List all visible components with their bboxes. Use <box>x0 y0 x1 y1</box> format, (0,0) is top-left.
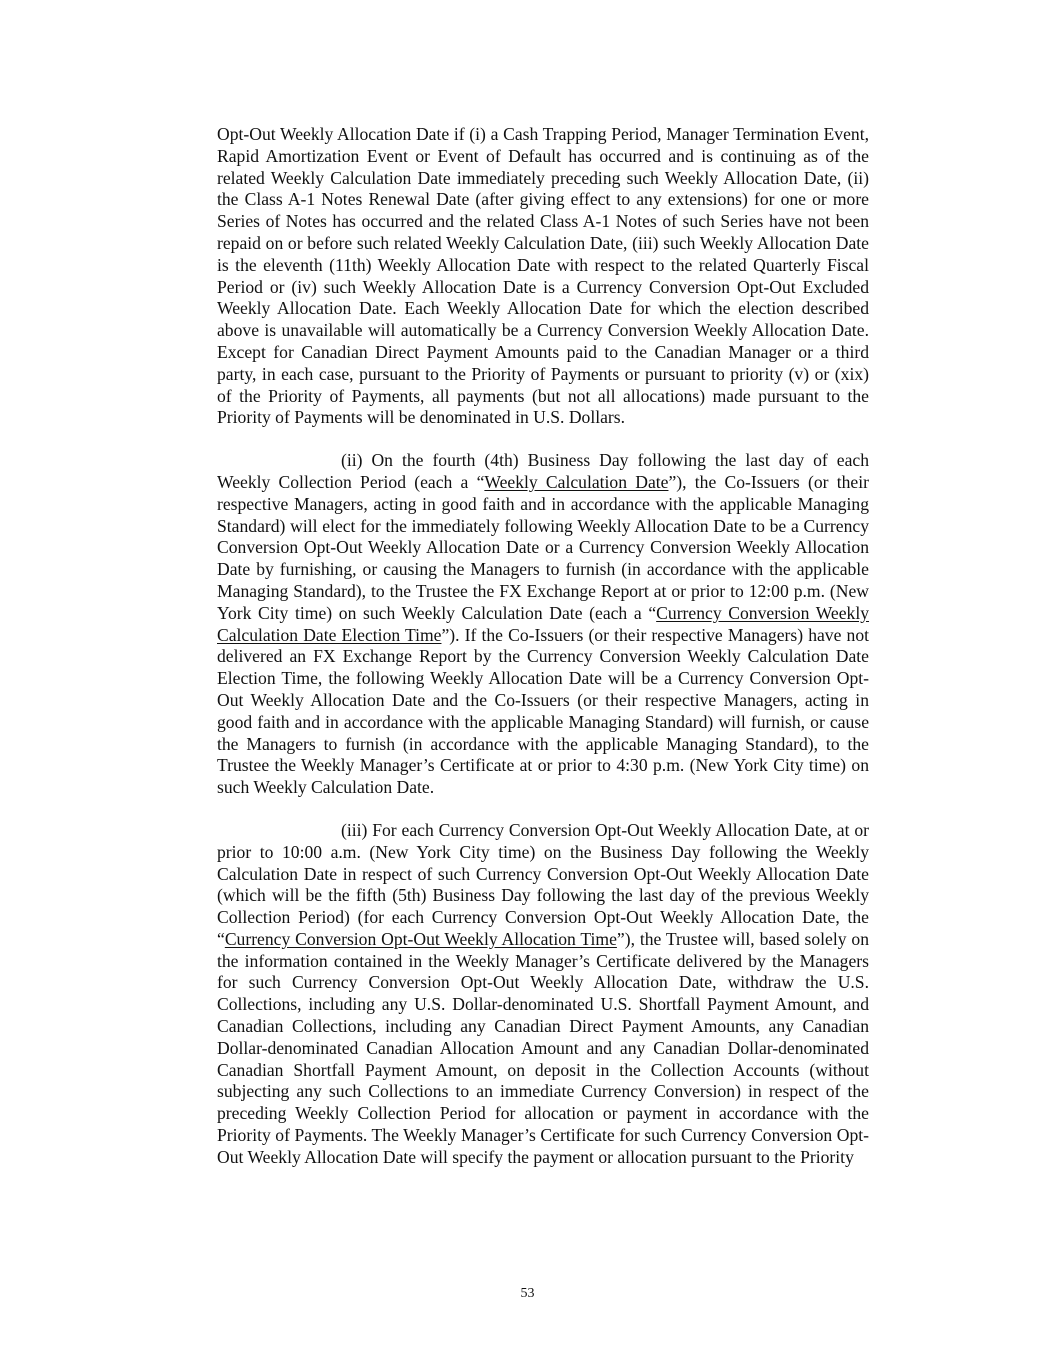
page-number: 53 <box>520 1286 535 1301</box>
paragraph-3-text-1: (iii) For each Currency Conversion Opt-Out Weekly Allocation Date, at or prior to 10:00 a.m. (New York City time) on the Business Day following the Weekly Calculation Date in respect of such Currency Conversion Opt-Out Weekly Allocation Date (which will be the fifth (5th) Business Day following the last day of the previous Weekly Collection Period) (for each Currency Conversion Opt-Out Weekly Allocation Date, the “ <box>217 819 869 949</box>
paragraph-2-text-1: (ii) On the fourth (4th) Business Day following the last day of each Weekly Collection Period (each a “ <box>217 450 869 492</box>
paragraph-2-text-2: ”), the Co-Issuers (or their respective Managers, acting in good faith and in accordance with the applicable Managing Standard) will elect for the immediately following Weekly Allocation Date to be a Currency Conversion Opt-Out Weekly Allocation Date or a Currency Conversion Weekly Allocation Date by furnishing, or causing the Managers to furnish (in accordance with the applicable Managing Standard), to the Trustee the FX Exchange Report at or prior to 12:00 p.m. (New York City time) on such Weekly Calculation Date (each a “ <box>217 471 869 623</box>
paragraph-3 <box>217 820 869 1169</box>
paragraph-1: Opt-Out Weekly Allocation Date if (i) a Cash Trapping Period, Manager Termination Event, Rapid Amortization Event or Event of Default has occurred and is continuing as of the related Weekly Calculation Date immediately preceding such Weekly Allocation Date, (ii) the Class A-1 Notes Renewal Date (after giving effect to any extensions) for one or more Series of Notes has occurred and the related Class A-1 Notes of such Series have not been repaid on or before such related Weekly Calculation Date, (iii) such Weekly Allocation Date is the eleventh (11th) Weekly Allocation Date with respect to the related Quarterly Fiscal Period or (iv) such Weekly Allocation Date is a Currency Conversion Opt-Out Excluded Weekly Allocation Date. Each Weekly Allocation Date for which the election described above is unavailable will automatically be a Currency Conversion Weekly Allocation Date. Except for Canadian Direct Payment Amounts paid to the Canadian Manager or a third party, in each case, pursuant to the Priority of Payments or pursuant to priority (v) or (xix) of the Priority of Payments, all payments (but not all allocations) made pursuant to the Priority of Payments will be denominated in U.S. Dollars. <box>217 124 869 428</box>
defined-term-weekly-calculation-date: Weekly Calculation Date <box>484 471 669 492</box>
defined-term-opt-out-allocation-time: Currency Conversion Opt-Out Weekly Allocation Time <box>224 928 617 949</box>
paragraph-3-text-2: ”), the Trustee will, based solely on the information contained in the Weekly Manager’s Certificate delivered by the Managers for such Currency Conversion Opt-Out Weekly Allocation Date, withdraw the U.S. Collections, including any U.S. Dollar-denominated U.S. Shortfall Payment Amount, and Canadian Collections, including any Canadian Direct Payment Amounts, any Canadian Dollar-denominated Canadian Allocation Amount and any Canadian Dollar-denominated Canadian Shortfall Payment Amount, on deposit in the Collection Accounts (without subjecting any such Collections to an immediate Currency Conversion) in respect of the preceding Weekly Collection Period for allocation or payment in accordance with the Priority of Payments. The Weekly Manager’s Certificate for such Currency Conversion Opt-Out Weekly Allocation Date will specify the payment or allocation pursuant to the Priority <box>217 928 870 1167</box>
paragraph-2 <box>217 450 869 799</box>
defined-term-election-time: Currency Conversion Weekly Calculation Date Election Time <box>217 602 870 645</box>
document-body <box>217 124 869 1190</box>
paragraph-2-text-3: ”). If the Co-Issuers (or their respective Managers) have not delivered an FX Exchange Report by the Currency Conversion Weekly Calculation Date Election Time, the following Weekly Allocation Date will be a Currency Conversion Opt-Out Weekly Allocation Date and the Co-Issuers (or their respective Managers, acting in good faith and in accordance with the applicable Managing Standard) will furnish, or cause the Managers to furnish (in accordance with the applicable Managing Standard), to the Trustee the Weekly Manager’s Certificate at or prior to 4:30 p.m. (New York City time) on such Weekly Calculation Date. <box>217 624 869 798</box>
